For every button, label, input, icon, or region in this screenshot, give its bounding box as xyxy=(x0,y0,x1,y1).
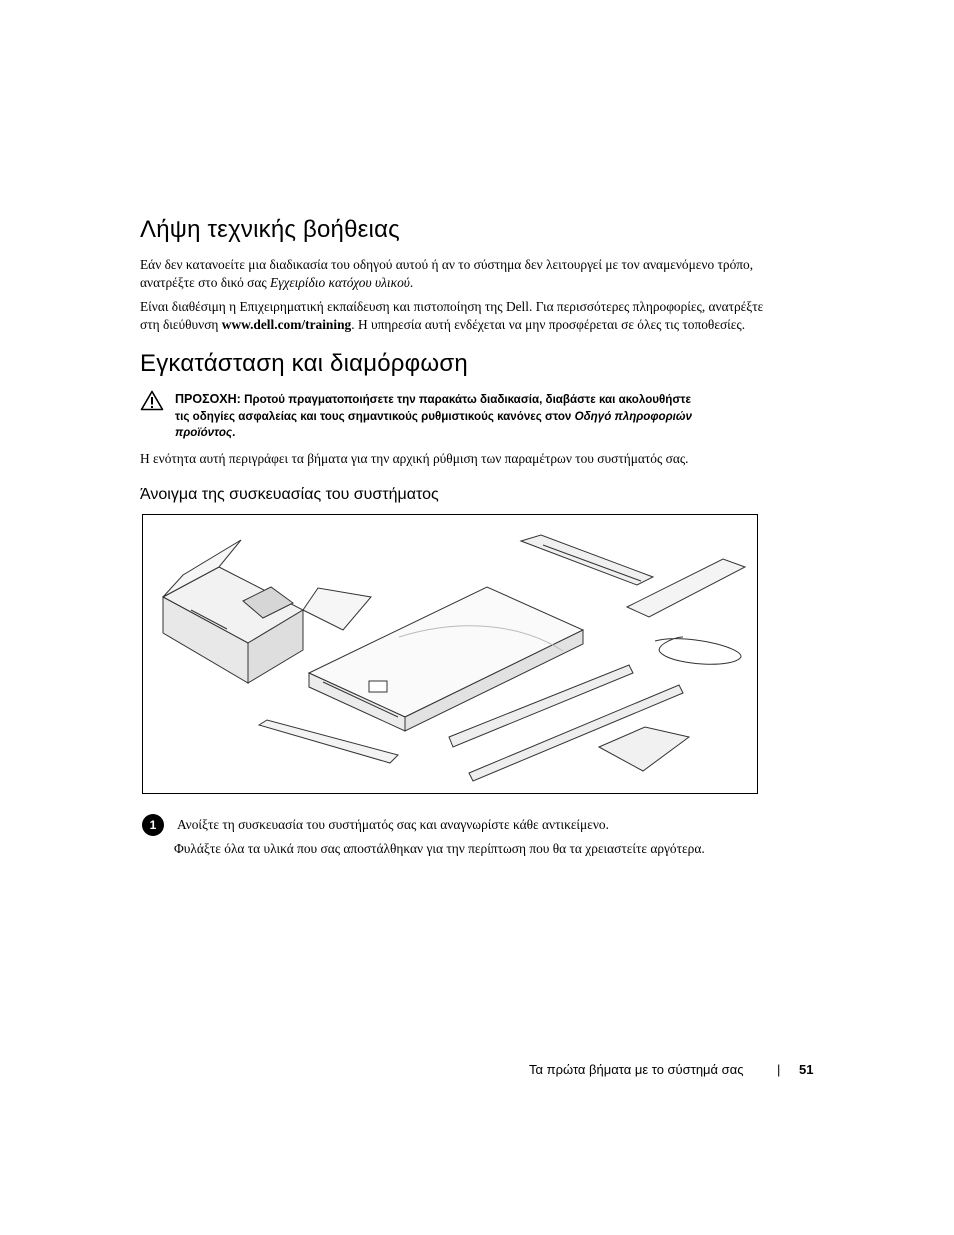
paragraph-help-2-line2 xyxy=(140,316,820,334)
caution-text: τις οδηγίες ασφαλείας και τους σημαντικούς ρυθμιστικούς κανόνες στον xyxy=(175,409,575,423)
system-components-illustration xyxy=(143,515,757,793)
heading-technical-help: Λήψη τεχνικής βοήθειας xyxy=(140,216,400,243)
caution-line2 xyxy=(175,409,835,426)
cable-drawing xyxy=(655,637,741,664)
text-fragment: . xyxy=(409,274,414,290)
heading-installation: Εγκατάσταση και διαμόρφωση xyxy=(140,350,468,377)
paragraph-help-1-line1: Εάν δεν κατανοείτε μια διαδικασία του οδηγού αυτού ή αν το σύστημα δεν λειτουργεί με τον αναμενόμενο τρόπο, xyxy=(140,257,754,272)
guide-title: Οδηγό πληροφοριών xyxy=(574,409,692,423)
heading-unpacking: Άνοιγμα της συσκευασίας του συστήματος xyxy=(140,486,439,503)
paragraph-help-2 xyxy=(140,298,820,333)
unpacking-figure xyxy=(142,514,758,794)
caution-line3 xyxy=(175,425,835,442)
cable-arm-drawing xyxy=(521,535,653,585)
text-fragment: . Η υπηρεσία αυτή ενδέχεται να μην προσφέρεται σε όλες τις τοποθεσίες. xyxy=(351,316,746,332)
text-fragment: ανατρέξτε στο δικό σας xyxy=(140,274,271,290)
caution-icon xyxy=(140,390,164,411)
documentation-pack-drawing xyxy=(599,727,689,771)
caution-label: ΠΡΟΣΟΧΗ: xyxy=(175,392,241,406)
text-fragment: στη διεύθυνση xyxy=(140,316,222,332)
setup-intro: Η ενότητα αυτή περιγράφει τα βήματα για την αρχική ρύθμιση των παραμέτρων του συστήματός σας. xyxy=(140,451,689,466)
page-number: 51 xyxy=(799,1062,814,1077)
caution-text: . xyxy=(232,426,236,439)
footer-separator: | xyxy=(777,1062,781,1077)
paragraph-help-1-line2 xyxy=(140,274,820,292)
caution-line1 xyxy=(175,391,835,409)
paragraph-help-1 xyxy=(140,256,820,291)
paragraph-help-2-line1: Είναι διαθέσιμη η Επιχειρηματική εκπαίδευση και πιστοποίηση της Dell. Για περισσότερες πληροφορίες, ανατρέξτε xyxy=(140,299,764,314)
step-note: Φυλάξτε όλα τα υλικά που σας αποστάλθηκαν για την περίπτωση που θα τα χρειαστείτε αργότερα. xyxy=(174,841,705,856)
training-link[interactable]: www.dell.com/training xyxy=(221,316,352,332)
step-text: Ανοίξτε τη συσκευασία του συστήματός σας και αναγνωρίστε κάθε αντικείμενο. xyxy=(177,817,609,832)
step-number-badge: 1 xyxy=(142,814,164,836)
bezel-drawing xyxy=(259,720,398,763)
caution-text: Προτού πραγματοποιήσετε την παρακάτω διαδικασία, διαβάστε και ακολουθήστε xyxy=(240,393,691,406)
bracket-drawing xyxy=(627,559,745,617)
guide-title: προϊόντος xyxy=(175,426,233,439)
footer-title: Τα πρώτα βήματα με το σύστημά σας xyxy=(529,1062,744,1077)
caution-block xyxy=(175,391,835,442)
manual-title: Εγχειρίδιο κατόχου υλικού xyxy=(270,274,410,290)
